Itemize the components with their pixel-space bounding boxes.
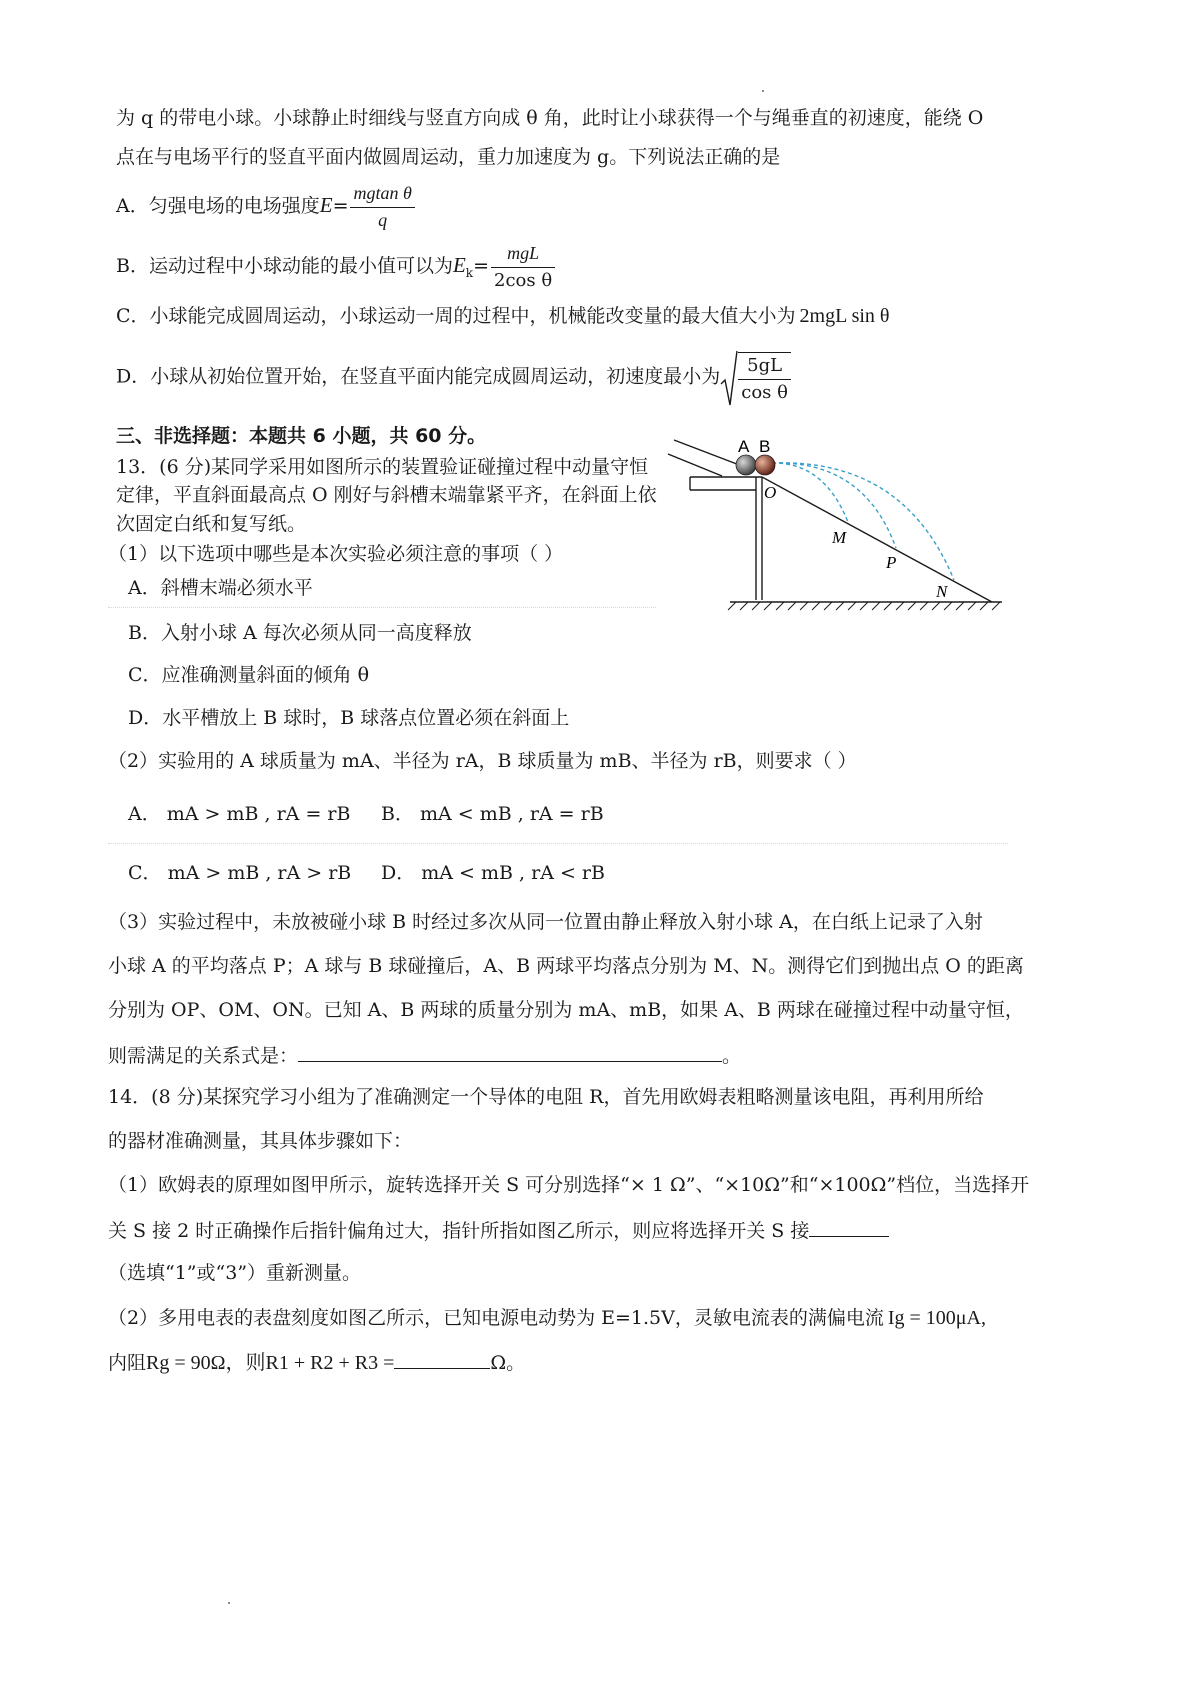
label-n: N bbox=[936, 582, 948, 601]
option-a-prefix: A．匀强电场的电场强度 bbox=[116, 195, 320, 218]
q14-p2-line-1 bbox=[108, 1306, 986, 1330]
incline-slope bbox=[762, 477, 992, 602]
q13-p3-suffix: 。 bbox=[722, 1045, 742, 1067]
radical-sign bbox=[720, 350, 738, 408]
option-a-var: E bbox=[319, 193, 333, 218]
q13-p1-option-b: B．入射小球 A 每次必须从同一高度释放 bbox=[128, 622, 472, 644]
option-b-denominator: 2cos θ bbox=[494, 269, 553, 291]
scan-dot bbox=[762, 90, 764, 92]
label-a: A bbox=[738, 437, 750, 456]
chute-upper-edge bbox=[674, 440, 742, 466]
q13-p2-option-b: B． mA < mB , rA = rB bbox=[381, 803, 604, 825]
q13-line-3: 次固定白纸和复写纸。 bbox=[116, 513, 307, 535]
option-c bbox=[116, 304, 890, 328]
option-a-numerator: mgtan θ bbox=[350, 183, 414, 208]
q13-p2-option-d: D． mA < mB , rA < rB bbox=[381, 862, 605, 884]
q14-p2-sum: R1 + R2 + R3 = bbox=[265, 1352, 395, 1374]
q14-line-2: 的器材准确测量，其具体步骤如下： bbox=[108, 1130, 413, 1152]
divider bbox=[108, 607, 656, 608]
q14-p2-resistance: Rg = 90Ω，则 bbox=[146, 1352, 266, 1374]
option-b-sub: k bbox=[465, 266, 474, 281]
answer-blank[interactable] bbox=[394, 1350, 490, 1369]
scan-dot bbox=[228, 1602, 230, 1604]
label-b: B bbox=[759, 437, 771, 456]
option-b-prefix: B．运动过程中小球动能的最小值可以为 bbox=[116, 255, 453, 278]
option-d-text: D．小球从初始位置开始，在竖直平面内能完成圆周运动，初速度最小为 bbox=[116, 365, 721, 388]
q14-p1-line-3: （选填“1”或“3”）重新测量。 bbox=[108, 1262, 362, 1284]
q13-line-2: 定律，平直斜面最高点 O 刚好与斜槽末端靠紧平齐，在斜面上依 bbox=[116, 484, 657, 506]
answer-blank[interactable] bbox=[809, 1218, 889, 1237]
q13-line-1: 13．(6 分)某同学采用如图所示的装置验证碰撞过程中动量守恒 bbox=[116, 456, 649, 478]
option-d-numerator bbox=[738, 355, 791, 380]
q13-p3-prefix: 则需满足的关系式是： bbox=[108, 1045, 299, 1067]
q13-p3-line-4 bbox=[108, 1043, 741, 1068]
q13-p1-option-d: D．水平槽放上 B 球时，B 球落点位置必须在斜面上 bbox=[128, 707, 570, 729]
trajectories bbox=[772, 463, 954, 580]
option-c-math: 2mgL sin θ bbox=[799, 305, 890, 327]
option-a-denominator: q bbox=[378, 209, 388, 230]
intro-line-2: 点在与电场平行的竖直平面内做圆周运动，重力加速度为 g。下列说法正确的是 bbox=[116, 146, 781, 168]
option-b-var: E bbox=[452, 253, 466, 278]
option-d bbox=[116, 352, 793, 403]
ball-a bbox=[736, 455, 756, 475]
q13-p3-line-1: （3）实验过程中，未放被碰小球 B 时经过多次从同一位置由静止释放入射小球 A，在白纸上记录了入射 bbox=[108, 911, 983, 933]
label-o: O bbox=[764, 483, 777, 502]
q14-p2-text-b: 内阻 bbox=[108, 1352, 147, 1374]
q14-p1-text: 关 S 接 2 时正确操作后指针偏角过大，指针所指如图乙所示，则应将选择开关 S 接 bbox=[108, 1220, 810, 1242]
q13-p1-option-a: A．斜槽末端必须水平 bbox=[128, 577, 313, 599]
q14-line-1: 14．(8 分)某探究学习小组为了准确测定一个导体的电阻 R，首先用欧姆表粗略测量该电阻，再利用所给 bbox=[108, 1086, 984, 1108]
q13-p2-option-a: A． mA > mB , rA = rB bbox=[128, 803, 351, 825]
divider bbox=[108, 843, 1008, 844]
option-a-fraction bbox=[350, 183, 414, 231]
option-d-fraction bbox=[738, 352, 791, 403]
ground-hatching bbox=[728, 602, 1000, 610]
q13-p2-stem: （2）实验用的 A 球质量为 mA、半径为 rA，B 球质量为 mB、半径为 rB，则要求（ ） bbox=[108, 750, 857, 772]
chute-lower-edge bbox=[668, 454, 722, 476]
label-m: M bbox=[832, 528, 847, 547]
option-d-sqrt bbox=[720, 352, 793, 403]
option-d-denominator: cos θ bbox=[741, 381, 788, 403]
section-title: 三、非选择题：本题共 6 小题，共 60 分。 bbox=[116, 425, 487, 447]
q13-p2-option-c: C． mA > mB , rA > rB bbox=[128, 862, 352, 884]
q13-p3-line-2: 小球 A 的平均落点 P；A 球与 B 球碰撞后，A、B 两球平均落点分别为 M、N。测得它们到抛出点 O 的距离 bbox=[108, 955, 1024, 977]
q14-p2-line-2 bbox=[108, 1350, 525, 1375]
q13-p1-stem: （1）以下选项中哪些是本次实验必须注意的事项（ ） bbox=[108, 543, 564, 565]
option-c-text: C．小球能完成圆周运动，小球运动一周的过程中，机械能改变量的最大值大小为 bbox=[116, 305, 796, 327]
option-a bbox=[116, 183, 417, 231]
option-b bbox=[116, 243, 557, 291]
collision-apparatus-figure bbox=[664, 430, 1016, 614]
q14-p2-text-a: （2）多用电表的表盘刻度如图乙所示，已知电源电动势为 E=1.5V，灵敏电流表的满偏电流 bbox=[108, 1307, 884, 1329]
option-a-eq: = bbox=[332, 195, 349, 218]
option-b-fraction bbox=[491, 243, 555, 291]
q14-p1-line-2 bbox=[108, 1218, 889, 1243]
label-p: P bbox=[886, 553, 897, 572]
q14-p2-unit: Ω。 bbox=[490, 1352, 526, 1374]
intro-line-1: 为 q 的带电小球。小球静止时细线与竖直方向成 θ 角，此时让小球获得一个与绳垂直的初速度，能绕 O bbox=[116, 107, 984, 129]
q13-p3-line-3: 分别为 OP、OM、ON。已知 A、B 两球的质量分别为 mA、mB，如果 A、B 两球在碰撞过程中动量守恒， bbox=[108, 999, 1024, 1021]
option-b-eq: = bbox=[473, 255, 489, 278]
answer-blank[interactable] bbox=[298, 1043, 722, 1062]
q14-p1-line-1: （1）欧姆表的原理如图甲所示，旋转选择开关 S 可分别选择“× 1 Ω”、“×10Ω”和“×100Ω”档位，当选择开 bbox=[108, 1174, 1030, 1196]
q14-p2-current: Ig = 100μA, bbox=[887, 1307, 986, 1329]
option-b-numerator: mgL bbox=[491, 243, 555, 268]
q13-p1-option-c: C．应准确测量斜面的倾角 θ bbox=[128, 664, 370, 686]
option-d-numerator-text: 5gL bbox=[747, 355, 783, 376]
ball-b bbox=[755, 455, 775, 475]
